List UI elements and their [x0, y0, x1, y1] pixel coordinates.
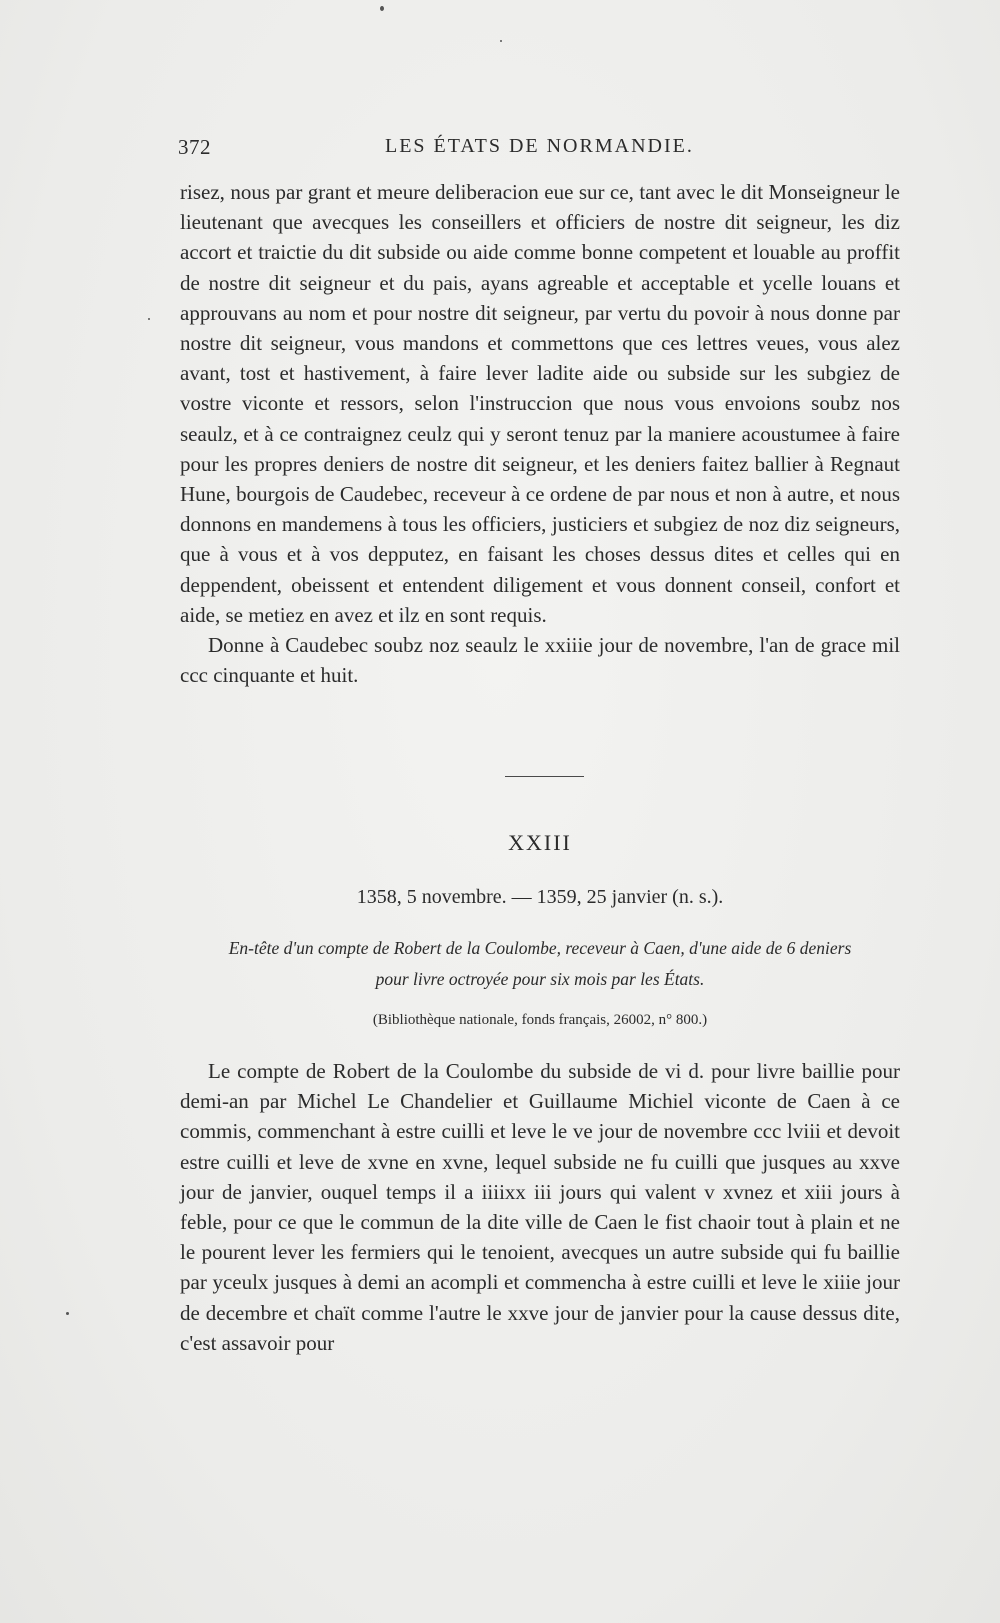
running-title: LES ÉTATS DE NORMANDIE. — [385, 135, 694, 157]
section-subtitle-line: pour livre octroyée pour six mois par les États. — [375, 969, 705, 989]
body-paragraph: risez, nous par grant et meure deliberacion eue sur ce, tant avec le dit Monseigneur le lieutenant que avecques les conseillers et officiers de nostre dit seigneur, les diz accort et traictie du dit subside ou aide comme bonne competent et louable au proffit de nostre dit seigneur et du pais, ayans agreable et acceptable et ycelle louans et approuvans au nom et pour nostre dit seigneur, par vertu du povoir à nous donne par nostre dit seigneur, vous mandons et commettons que ces lettres veues, vous alez avant, tost et hastivement, à faire lever ladite aide ou subside sur les subgiez de vostre viconte et ressors, selon l'instruccion que nous vous envoions soubz nos seaulz, et à ce contraignez ceulz qui y seront tenuz par la maniere acoustumee à faire pour les propres deniers de nostre dit seigneur, et les deniers faitez ballier à Regnaut Hune, bourgois de Caudebec, receveur à ce ordene de par nous et non à autre, et nous donnons en mandemens à tous les officiers, justiciers et subgiez de noz diz seigneurs, que à vous et à vos depputez, en faisant les choses dessus dites et celles qui en deppendent, obeissent et entendent diligement et vous donnent conseil, confort et aide, se metiez en avez et ilz en sont requis. — [180, 180, 900, 627]
body-text — [180, 177, 900, 690]
section-separator — [505, 776, 584, 777]
section-number: XXIII — [508, 830, 572, 855]
section-paragraph: Le compte de Robert de la Coulombe du subside de vi d. pour livre baillie pour demi-an par Michel Le Chandelier et Guillaume Michiel viconte de Caen à ce commis, commenchant à estre cuilli et leve le ve jour de novembre ccc lviii et devoit estre cuilli et leve de xvne en xvne, lequel subside ne fu cuilli que jusques au xxve jour de janvier, ouquel temps il a iiiixx iii jours qui valent v xvnez et xiii jours à feble, pour ce que le commun de la dite ville de Caen le fist chaoir tout à plain et ne le pourent lever les fermiers qui le tenoient, avecques un autre subside qui fu baillie par yceulx jusques à demi an acompli et commencha à estre cuilli et leve le xiiie jour de decembre et chaït comme l'autre le xxve jour de janvier pour la cause dessus dite, c'est assavoir pour — [180, 1059, 900, 1355]
section-body — [180, 1056, 900, 1358]
page-header — [178, 135, 898, 165]
section-subtitle-line: En-tête d'un compte de Robert de la Coulombe, receveur à Caen, d'une aide de 6 deniers — [228, 938, 852, 958]
section-subtitle — [170, 933, 910, 995]
page-number: 372 — [178, 135, 211, 159]
ink-speck — [380, 6, 384, 11]
section-source: (Bibliothèque nationale, fonds français, 26002, n° 800.) — [372, 1012, 708, 1028]
ink-speck — [66, 1312, 69, 1315]
closing-paragraph: Donne à Caudebec soubz noz seaulz le xxiiie jour de novembre, l'an de grace mil ccc cinquante et huit. — [180, 633, 900, 688]
section-date: 1358, 5 novembre. — 1359, 25 janvier (n. s.). — [356, 886, 724, 908]
ink-speck — [148, 318, 150, 320]
ink-speck — [500, 40, 502, 42]
